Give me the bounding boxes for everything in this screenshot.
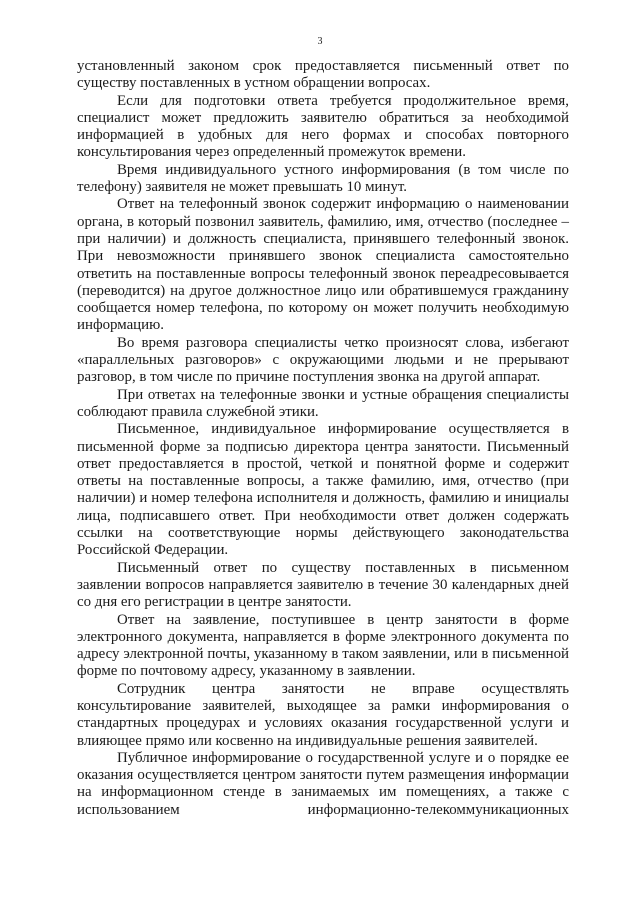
page-number: 3 <box>317 36 323 47</box>
document-body <box>77 58 569 819</box>
paragraph-long-answer-time: Если для подготовки ответа требуется продолжительное время, специалист может предложить заявителю обратиться за необходимой информацией в удобных для него формах и способах повторного консультирования через определенный промежуток времени. <box>77 92 569 161</box>
paragraph-oral-info-duration: Время индивидуального устного информирования (в том числе по телефону) заявителя не может превышать 10 минут. <box>77 161 569 196</box>
paragraph-service-ethics: При ответах на телефонные звонки и устные обращения специалисты соблюдают правила служебной этики. <box>77 386 569 420</box>
paragraph-phone-answer: Ответ на телефонный звонок содержит информацию о наименовании органа, в который позвонил заявитель, фамилию, имя, отчество (последнее – при наличии) и должность специалиста, принявшего телефонный звонок. При невозможности принявшего звонок специалиста самостоятельно ответить на поставленные вопросы телефонный звонок переадресовывается (переводится) на другое должностное лицо или обратившемуся гражданину сообщается номер телефона, по которому он может получить необходимую информацию. <box>77 196 569 334</box>
paragraph-electronic-answer: Ответ на заявление, поступившее в центр занятости в форме электронного документа, направляется в форме электронного документа по адресу электронной почты, указанному в таком заявлении, или в письменной форме по почтовому адресу, указанному в заявлении. <box>77 611 569 680</box>
paragraph-written-info: Письменное, индивидуальное информирование осуществляется в письменной форме за подписью директора центра занятости. Письменный ответ предоставляется в простой, четкой и понятной форме и содержит ответы на поставленные вопросы, а также фамилию, имя, отчество (при наличии) и номер телефона исполнителя и должность, фамилию и инициалы лица, подписавшего ответ. При необходимости ответ должен содержать ссылки на соответствующие нормы действующего законодательства Российской Федерации. <box>77 421 569 559</box>
paragraph-continuation: установленный законом срок предоставляется письменный ответ по существу поставленных в устном обращении вопросах. <box>77 58 569 92</box>
paragraph-public-info: Публичное информирование о государственной услуге и о порядке ее оказания осуществляется центром занятости путем размещения информации на информационном стенде в занимаемых им помещениях, а также с использованием информационно-телекоммуникационных <box>77 749 569 818</box>
paragraph-consultation-limits: Сотрудник центра занятости не вправе осуществлять консультирование заявителей, выходящее за рамки информирования о стандартных процедурах и условиях оказания государственной услуги и влияющее прямо или косвенно на индивидуальные решения заявителей. <box>77 680 569 749</box>
paragraph-written-answer-deadline: Письменный ответ по существу поставленных в письменном заявлении вопросов направляется заявителю в течение 30 календарных дней со дня его регистрации в центре занятости. <box>77 559 569 611</box>
paragraph-conversation-rules: Во время разговора специалисты четко произносят слова, избегают «параллельных разговоров» с окружающими людьми и не прерывают разговор, в том числе по причине поступления звонка на другой аппарат. <box>77 334 569 386</box>
